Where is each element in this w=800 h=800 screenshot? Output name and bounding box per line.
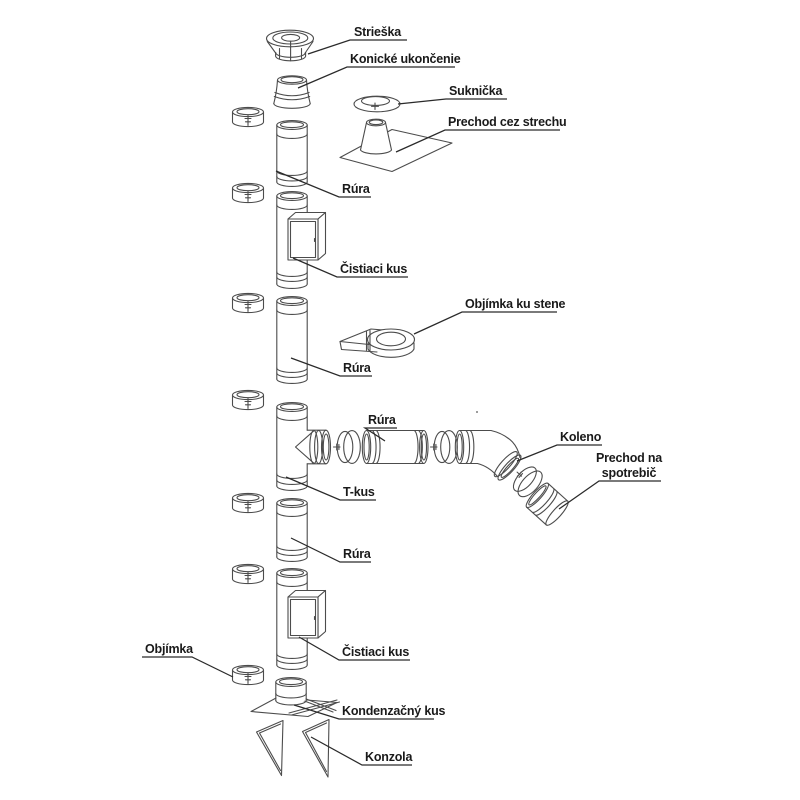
label-cistiaci-kus-2: Čistiaci kus: [342, 645, 410, 659]
label-prechod-na-spotrebic-line1: Prechod na: [595, 451, 663, 465]
condensate-piece-drawing: [251, 678, 340, 717]
elbow-drawing: [455, 431, 524, 483]
label-prechod-na-spotrebic-line2: spotrebič: [601, 466, 657, 480]
pipe-3-drawing: [277, 499, 307, 562]
label-objimka-ku-stene: Objímka ku stene: [465, 297, 566, 311]
appliance-adapter-drawing: [524, 481, 571, 528]
stray-dot: [476, 411, 478, 413]
label-prechod-cez-strechu: Prechod cez strechu: [448, 115, 567, 129]
label-koleno: Koleno: [560, 430, 602, 444]
branch-pipe-drawing: [362, 431, 428, 464]
rain-cap-drawing: [267, 30, 314, 61]
pipe-clamp: [233, 107, 264, 126]
pipe-clamp: [233, 493, 264, 512]
pipe-clamp: [233, 293, 264, 312]
label-rura-2: Rúra: [343, 361, 371, 375]
label-t-kus: T-kus: [343, 485, 375, 499]
label-konzola: Konzola: [365, 750, 413, 764]
label-cistiaci-kus-1: Čistiaci kus: [340, 262, 408, 276]
pipe-clamp: [233, 564, 264, 583]
label-rura-1: Rúra: [342, 182, 370, 196]
label-konicke-ukoncenie: Konické ukončenie: [350, 52, 461, 66]
storm-collar-drawing: [354, 96, 400, 112]
label-rura-3: Rúra: [368, 413, 396, 427]
cleaning-piece-upper-drawing: [277, 192, 326, 289]
pipe-clamp: [233, 183, 264, 202]
elbow-clamp-drawing: [507, 460, 547, 500]
bracket-drawing: [257, 720, 330, 778]
pipe-1-drawing: [277, 121, 307, 187]
label-objimka: Objímka: [145, 642, 193, 656]
tee-piece-drawing: [277, 403, 331, 491]
label-sukniczka: Suknička: [449, 84, 503, 98]
cleaning-piece-lower-drawing: [277, 569, 326, 670]
branch-clamp-1: [334, 431, 361, 464]
pipe-clamps: [233, 107, 264, 684]
pipe-2-drawing: [277, 297, 307, 384]
branch-clamp-2: [431, 431, 458, 464]
label-prechod-na-spotrebic: [594, 451, 664, 481]
pipe-clamp: [233, 665, 264, 684]
pipe-clamp: [233, 390, 264, 409]
conical-termination-drawing: [274, 76, 310, 108]
label-rura-4: Rúra: [343, 547, 371, 561]
wall-bracket-drawing: [340, 329, 415, 357]
roof-flashing-drawing: [340, 119, 452, 171]
label-kondenzacny-kus: Kondenzačný kus: [342, 704, 446, 718]
label-strieska: Strieška: [354, 25, 402, 39]
